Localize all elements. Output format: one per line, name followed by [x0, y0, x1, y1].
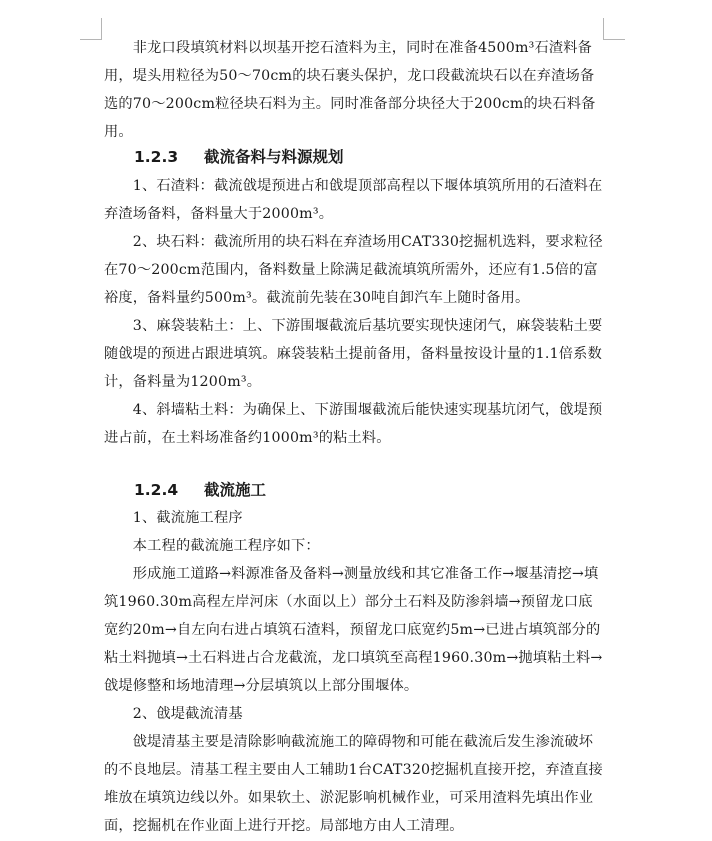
paragraph-subheading-1: 1、截流施工程序 — [104, 510, 243, 526]
section-heading-1-2-3 — [134, 145, 344, 169]
corner-mark-left-h — [80, 39, 102, 40]
section-title: 截流施工 — [204, 481, 267, 499]
corner-mark-left-v — [101, 18, 102, 40]
paragraph-item-2: 2、块石料：截流所用的块石料在弃渣场用CAT330挖掘机选料，要求粒径在70～200cm范围内，备料数量上除满足截流填筑所需外，还应有1.5倍的富裕度，备料量约500m³。截流前先装在30吨自卸汽车上随时备用。 — [104, 234, 603, 306]
paragraph-foundation-clearing: 戗堤清基主要是清除影响截流施工的障碍物和可能在截流后发生渗流破坏的不良地层。清基工程主要由人工辅助1台CAT320挖掘机直接开挖，弃渣直接堆放在填筑边线以外。如果软土、淤泥影响机械作业，可采用渣料先填出作业面，挖掘机在作业面上进行开挖。局部地方由人工清理。 — [104, 734, 603, 834]
paragraph-procedure-flow: 形成施工道路→料源准备及备料→测量放线和其它准备工作→堰基清挖→填筑1960.30m高程左岸河床（水面以上）部分土石料及防渗斜墙→预留龙口底宽约20m→自左向右进占填筑石渣料，预留龙口底宽约5m→已进占填筑部分的粘土料抛填→土石料进占合龙截流，龙口填筑至高程1960.30m→抛填粘土料→戗堤修整和场地清理→分层填筑以上部分围堰体。 — [104, 566, 603, 694]
paragraph-procedure-intro: 本工程的截流施工程序如下： — [104, 538, 320, 554]
section-number: 1.2.4 — [134, 481, 179, 499]
paragraph-item-1: 1、石渣料：截流戗堤预进占和戗堤顶部高程以下堰体填筑所用的石渣料在弃渣场备料，备料量大于2000m³。 — [104, 178, 603, 222]
corner-mark-right-h — [603, 39, 625, 40]
section-title: 截流备料与料源规划 — [204, 148, 344, 166]
paragraph-item-3: 3、麻袋装粘土：上、下游围堰截流后基坑要实现快速闭气，麻袋装粘土要随戗堤的预进占跟进填筑。麻袋装粘土提前备用，备料量按设计量的1.1倍系数计，备料量为1200m³。 — [104, 318, 603, 390]
paragraph-item-4: 4、斜墙粘土料：为确保上、下游围堰截流后能快速实现基坑闭气，戗堤预进占前，在土料场准备约1000m³的粘土料。 — [104, 402, 603, 446]
section-heading-1-2-4 — [134, 478, 266, 502]
section-number: 1.2.3 — [134, 148, 179, 166]
paragraph-material-intro: 非龙口段填筑材料以坝基开挖石渣料为主，同时在准备4500m³石渣料备用，堤头用粒径为50～70cm的块石裹头保护，龙口段截流块石以在弃渣场备选的70～200cm粒径块石料为主。同时准备部分块径大于200cm的块石料备用。 — [104, 40, 596, 140]
paragraph-subheading-2: 2、戗堤截流清基 — [104, 706, 243, 722]
